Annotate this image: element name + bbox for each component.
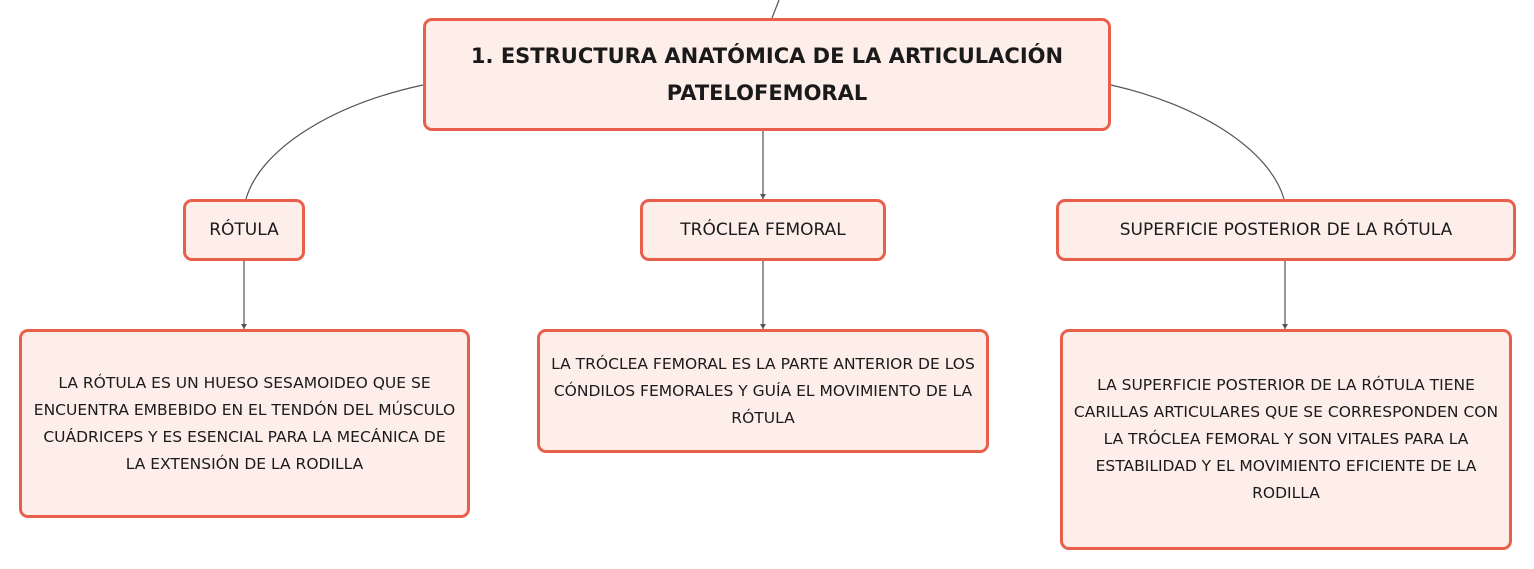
detail-text-superficie-posterior: LA SUPERFICIE POSTERIOR DE LA RÓTULA TIENE CARILLAS ARTICULARES QUE SE CORRESPONDEN CON LA TRÓCLEA FEMORAL Y SON VITALES PARA LA ESTABILIDAD Y EL MOVIMIENTO EFICIENTE DE LA RODILLA bbox=[1073, 376, 1499, 502]
branch-label-superficie-posterior: SUPERFICIE POSTERIOR DE LA RÓTULA bbox=[1119, 220, 1453, 240]
detail-node-superficie-posterior[interactable] bbox=[1060, 329, 1512, 550]
connector-central-to-rotula bbox=[246, 85, 423, 199]
central-topic-node[interactable] bbox=[423, 18, 1111, 131]
detail-text-rotula: LA RÓTULA ES UN HUESO SESAMOIDEO QUE SE ENCUENTRA EMBEBIDO EN EL TENDÓN DEL MÚSCULO CUÁDRICEPS Y ES ESENCIAL PARA LA MECÁNICA DE LA EXTENSIÓN DE LA RODILLA bbox=[33, 373, 456, 473]
connector-central-to-superficie bbox=[1111, 85, 1284, 199]
connector-parent-to-central bbox=[772, 0, 779, 18]
detail-node-troclea-femoral[interactable] bbox=[537, 329, 989, 453]
branch-node-troclea-femoral[interactable] bbox=[640, 199, 886, 261]
branch-label-rotula: RÓTULA bbox=[209, 220, 279, 240]
branch-label-troclea-femoral: TRÓCLEA FEMORAL bbox=[680, 220, 846, 240]
detail-node-rotula[interactable] bbox=[19, 329, 470, 518]
branch-node-superficie-posterior[interactable] bbox=[1056, 199, 1516, 261]
central-topic-title: 1. ESTRUCTURA ANATÓMICA DE LA ARTICULACIÓN PATELOFEMORAL bbox=[470, 43, 1064, 105]
detail-text-troclea-femoral: LA TRÓCLEA FEMORAL ES LA PARTE ANTERIOR DE LOS CÓNDILOS FEMORALES Y GUÍA EL MOVIMIENTO DE LA RÓTULA bbox=[551, 354, 975, 427]
branch-node-rotula[interactable] bbox=[183, 199, 305, 261]
